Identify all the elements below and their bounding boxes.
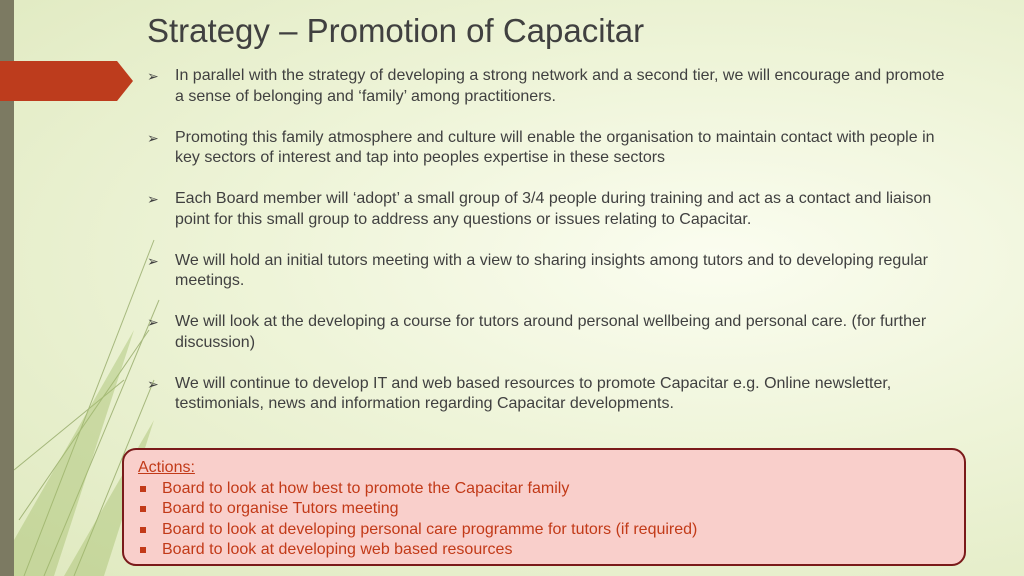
- arrowhead-bullet-icon: ➢: [147, 129, 159, 146]
- bullet-item: [147, 374, 947, 415]
- actions-title: Actions:: [138, 459, 195, 476]
- action-text: Board to organise Tutors meeting: [162, 500, 399, 517]
- square-bullet-icon: [140, 527, 146, 533]
- action-item: [138, 520, 950, 541]
- bullet-text: In parallel with the strategy of developing a strong network and a second tier, we will encourage and promote a sense of belonging and ‘family’ among practitioners.: [175, 67, 945, 105]
- bullet-text: We will hold an initial tutors meeting with a view to sharing insights among tutors and to developing regular meetings.: [175, 251, 928, 289]
- square-bullet-icon: [140, 506, 146, 512]
- arrowhead-bullet-icon: ➢: [147, 191, 159, 207]
- action-text: Board to look at developing web based resources: [162, 541, 513, 558]
- bullet-list: [147, 66, 947, 435]
- actions-box: [122, 448, 966, 566]
- bullet-text: Each Board member will ‘adopt’ a small group of 3/4 people during training and act as a contact and liaison point for this small group to address any questions or issues relating to Capacitar.: [175, 190, 932, 228]
- action-item: [138, 479, 950, 500]
- action-item: [138, 540, 950, 561]
- title-accent-tab: [0, 61, 133, 101]
- action-text: Board to look at how best to promote the Capacitar family: [162, 479, 570, 497]
- bullet-item: [147, 251, 947, 292]
- square-bullet-icon: [140, 486, 146, 492]
- arrowhead-bullet-icon: ➢: [147, 314, 159, 330]
- action-item: [138, 499, 950, 520]
- arrowhead-bullet-icon: ➢: [147, 375, 159, 392]
- arrowhead-bullet-icon: ➢: [147, 68, 159, 84]
- actions-list: [138, 479, 950, 561]
- action-text: Board to look at developing personal care programme for tutors (if required): [162, 520, 698, 538]
- bullet-text: We will look at the developing a course for tutors around personal wellbeing and personal care. (for further discussion): [175, 313, 927, 351]
- square-bullet-icon: [140, 547, 146, 553]
- bullet-item: [147, 312, 947, 353]
- bullet-item: [147, 66, 947, 107]
- page-title: Strategy – Promotion of Capacitar: [147, 12, 645, 49]
- bullet-item: [147, 189, 947, 230]
- bullet-item: [147, 128, 947, 169]
- arrowhead-bullet-icon: ➢: [147, 252, 159, 269]
- bullet-text: We will continue to develop IT and web based resources to promote Capacitar e.g. Online newsletter, testimonials, news and information regarding Capacitar developments.: [175, 374, 892, 412]
- bullet-text: Promoting this family atmosphere and culture will enable the organisation to maintain contact with people in key sectors of interest and tap into peoples expertise in these sectors: [175, 128, 935, 166]
